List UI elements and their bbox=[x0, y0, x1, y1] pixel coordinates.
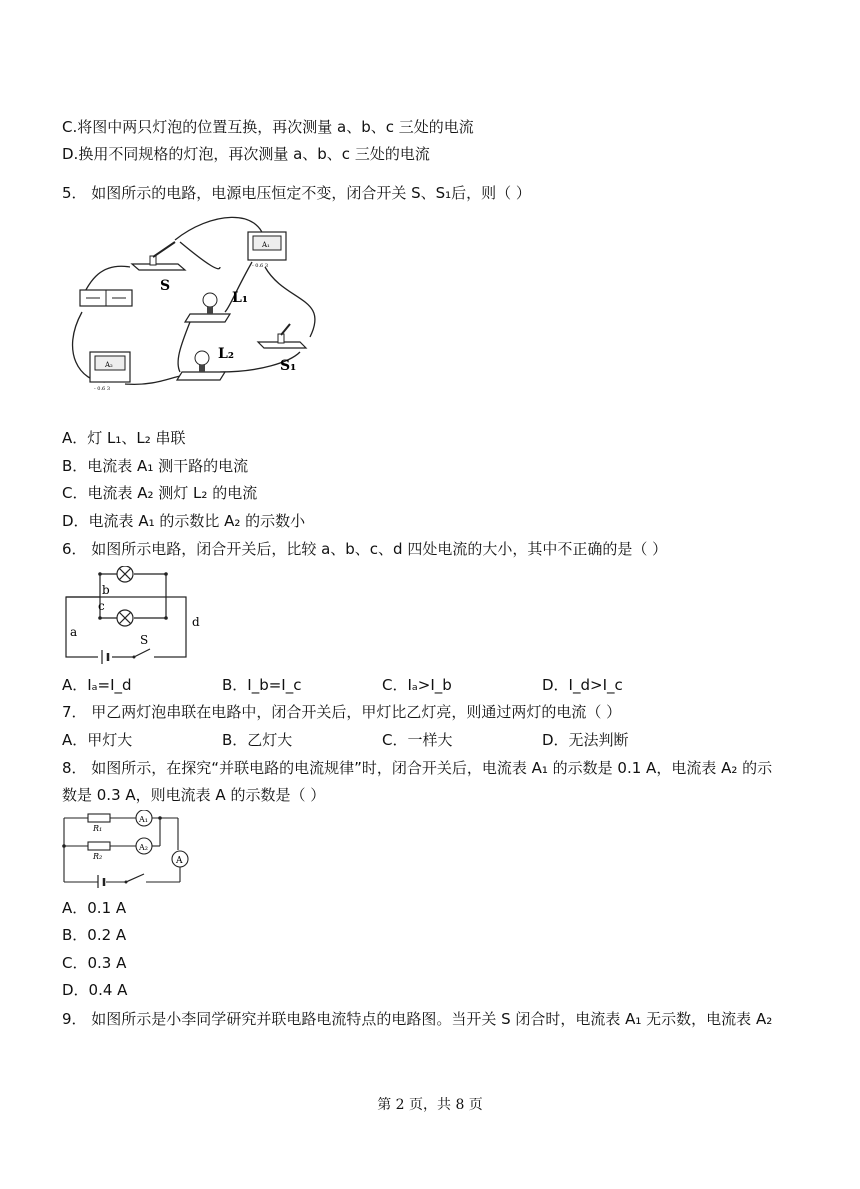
fig5-label-s: S bbox=[160, 278, 171, 294]
ammeter-a1 bbox=[248, 232, 286, 269]
q8-stem-line1: 8． 如图所示，在探究“并联电路的电流规律”时，闭合开关后，电流表 A₁ 的示数是 0.1 A，电流表 A₂ 的示 bbox=[62, 759, 773, 777]
switch-s1 bbox=[258, 324, 306, 348]
q7-option-d: D．无法判断 bbox=[542, 731, 629, 749]
q6-options bbox=[62, 675, 852, 695]
fig5-label-l2: L₂ bbox=[218, 346, 234, 362]
fig6-label-s: S bbox=[140, 633, 149, 647]
fig8-label-r1: R₁ bbox=[93, 824, 103, 833]
fig8-label-a: A bbox=[176, 856, 183, 866]
q7-options bbox=[62, 730, 852, 750]
fig6-label-b: b bbox=[102, 583, 110, 597]
q7-stem: 7． 甲乙两灯泡串联在电路中，闭合开关后，甲灯比乙灯亮，则通过两灯的电流（ ） bbox=[62, 703, 622, 721]
fig5-label-s1: S₁ bbox=[280, 358, 297, 374]
q8-circuit-figure bbox=[60, 810, 195, 888]
fig5-a2-scale: - 0.6 3 bbox=[94, 386, 111, 392]
q9-stem: 9． 如图所示是小李同学研究并联电路电流特点的电路图。当开关 S 闭合时，电流表 A₁ 无示数，电流表 A₂ bbox=[62, 1010, 773, 1028]
q4-option-c: C.将图中两只灯泡的位置互换，再次测量 a、b、c 三处的电流 bbox=[62, 118, 474, 136]
q4-option-d: D.换用不同规格的灯泡，再次测量 a、b、c 三处的电流 bbox=[62, 145, 430, 163]
q8-option-a: A．0.1 A bbox=[62, 899, 127, 917]
q5-option-a: A．灯 L₁、L₂ 串联 bbox=[62, 429, 186, 447]
q5-option-d: D．电流表 A₁ 的示数比 A₂ 的示数小 bbox=[62, 512, 306, 530]
q6-option-b: B．I_b=I_c bbox=[222, 676, 302, 694]
q6-option-c: C．Iₐ>I_b bbox=[382, 676, 452, 694]
fig5-label-a2: A₂ bbox=[105, 361, 113, 369]
lamp-l1 bbox=[185, 293, 230, 322]
q5-option-c: C．电流表 A₂ 测灯 L₂ 的电流 bbox=[62, 484, 258, 502]
q6-option-a: A．Iₐ=I_d bbox=[62, 676, 132, 694]
q6-circuit-figure bbox=[62, 566, 212, 664]
q5-circuit-figure bbox=[60, 212, 340, 402]
q8-option-d: D．0.4 A bbox=[62, 981, 128, 999]
q7-option-b: B．乙灯大 bbox=[222, 731, 293, 749]
fig8-label-r2: R₂ bbox=[93, 852, 103, 861]
ammeter-a2 bbox=[90, 352, 130, 392]
q7-option-c: C．一样大 bbox=[382, 731, 453, 749]
q8-option-b: B．0.2 A bbox=[62, 926, 127, 944]
fig6-label-a: a bbox=[70, 625, 78, 639]
fig5-label-a1: A₁ bbox=[262, 241, 270, 249]
fig6-label-c: c bbox=[98, 599, 105, 613]
switch-s bbox=[132, 242, 185, 270]
fig5-label-l1: L₁ bbox=[232, 290, 248, 306]
q8-stem-line2: 数是 0.3 A，则电流表 A 的示数是（ ） bbox=[62, 786, 326, 804]
q6-option-d: D．I_d>I_c bbox=[542, 676, 623, 694]
fig8-label-a2: A₂ bbox=[139, 843, 148, 852]
q5-option-b: B．电流表 A₁ 测干路的电流 bbox=[62, 457, 249, 475]
q5-stem: 5． 如图所示的电路，电源电压恒定不变，闭合开关 S、S₁后，则（ ） bbox=[62, 184, 531, 202]
battery bbox=[80, 290, 132, 306]
q8-option-c: C．0.3 A bbox=[62, 954, 127, 972]
fig6-label-d: d bbox=[192, 615, 200, 629]
q6-stem: 6． 如图所示电路，闭合开关后，比较 a、b、c、d 四处电流的大小，其中不正确的是（ ） bbox=[62, 540, 668, 558]
page-footer: 第 2 页，共 8 页 bbox=[377, 1097, 483, 1113]
q7-option-a: A．甲灯大 bbox=[62, 731, 133, 749]
fig5-a1-scale: - 0.6 3 bbox=[252, 263, 269, 269]
fig8-label-a1: A₁ bbox=[139, 815, 148, 824]
